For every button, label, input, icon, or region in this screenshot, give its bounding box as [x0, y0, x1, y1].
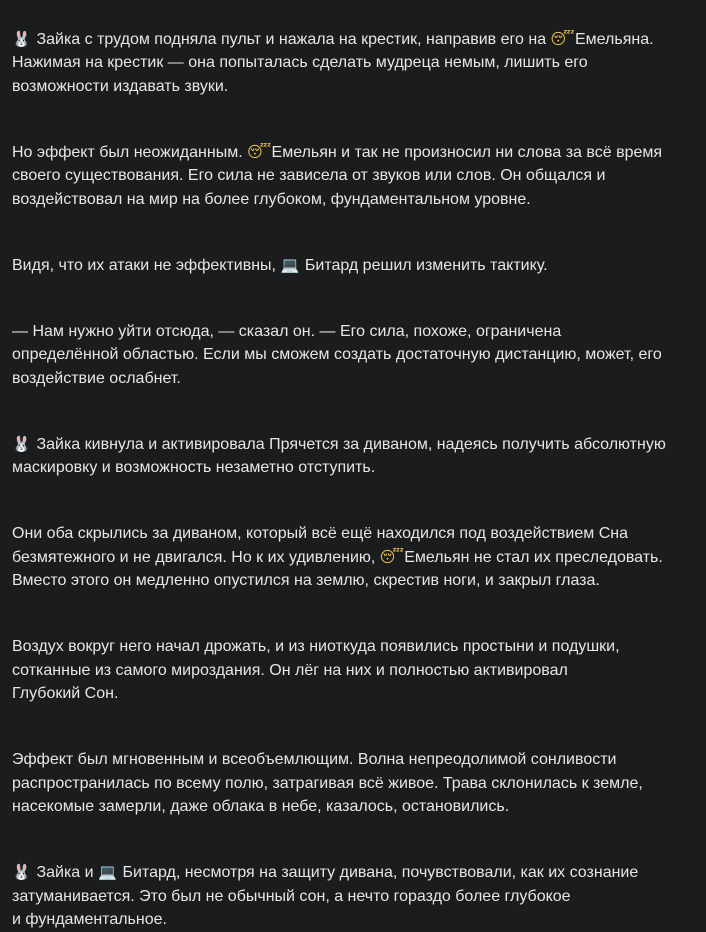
message-paragraph	[12, 499, 694, 593]
message-paragraph	[12, 296, 694, 390]
paragraph-text: — Нам нужно уйти отсюда, — сказал он. — Его сила, похоже, ограничена определённой областью. Если мы сможем создать достаточную дистанцию, может, его воздействие ослабнет.	[12, 322, 662, 387]
laptop-icon: 💻	[280, 255, 300, 274]
sleeping-face-icon: 😴	[247, 142, 272, 161]
paragraph-text: Эффект был мгновенным и всеобъемлющим. Волна непреодолимой сонливости распространилась по всему полю, затрагивая всё живое. Трава склонилась к земле, насекомые замерли, даже облака в небе, казалось, остановились.	[12, 751, 643, 815]
laptop-icon: 💻	[98, 863, 117, 881]
rabbit-icon: 🐰	[12, 434, 31, 453]
message-paragraph	[12, 409, 694, 480]
paragraph-text: Но эффект был неожиданным.	[12, 143, 248, 161]
paragraph-text: Видя, что их атаки не эффективны,	[12, 256, 281, 274]
paragraph-text: Зайка кивнула и активировала Прячется за диваном, надеясь получить абсолютную маскировку и возможность незаметно отступить.	[12, 435, 666, 476]
paragraph-text: Воздух вокруг него начал дрожать, и из ниоткуда появились простыни и подушки, сотканные из самого мироздания. Он лёг на них и полностью активировал Глубокий Сон.	[12, 638, 620, 702]
message-paragraph	[12, 117, 694, 211]
paragraph-text: Емельяна. Нажимая на крестик — она попыталась сделать мудреца немым, лишить его возможности издавать звуки.	[12, 30, 654, 95]
paragraph-text: Емельян не стал их преследовать. Вместо этого он медленно опустился на землю, скрестив ноги, и закрыл глаза.	[12, 548, 663, 589]
message-paragraph	[12, 4, 694, 98]
message-paragraph	[12, 230, 694, 277]
paragraph-text: Битард, несмотря на защиту дивана, почувствовали, как их сознание затуманивается. Это был не обычный сон, а нечто гораздо более глубокое и фундаментальное.	[12, 864, 639, 928]
message-paragraph	[12, 838, 694, 932]
message-paragraph	[12, 612, 694, 706]
message-paragraph	[12, 725, 694, 819]
rabbit-icon: 🐰	[12, 863, 31, 881]
sleeping-face-icon: 😴	[379, 547, 404, 566]
rabbit-icon: 🐰	[12, 29, 31, 48]
paragraph-text: Они оба скрылись за диваном, который всё ещё находился под воздействием Сна безмятежного и не двигался. Но к их удивлению,	[12, 525, 628, 566]
paragraph-text: Битард решил изменить тактику.	[300, 256, 548, 274]
paragraph-text: Емельян и так не произносил ни слова за всё время своего существования. Его сила не зависела от звуков или слов. Он общался и воздействовал на мир на более глубоком, фундаментальном уровне.	[12, 143, 663, 208]
sleeping-face-icon: 😴	[550, 29, 575, 48]
paragraph-text: Зайка и	[32, 864, 99, 881]
paragraph-text: Зайка с трудом подняла пульт и нажала на крестик, направив его на	[32, 30, 551, 48]
